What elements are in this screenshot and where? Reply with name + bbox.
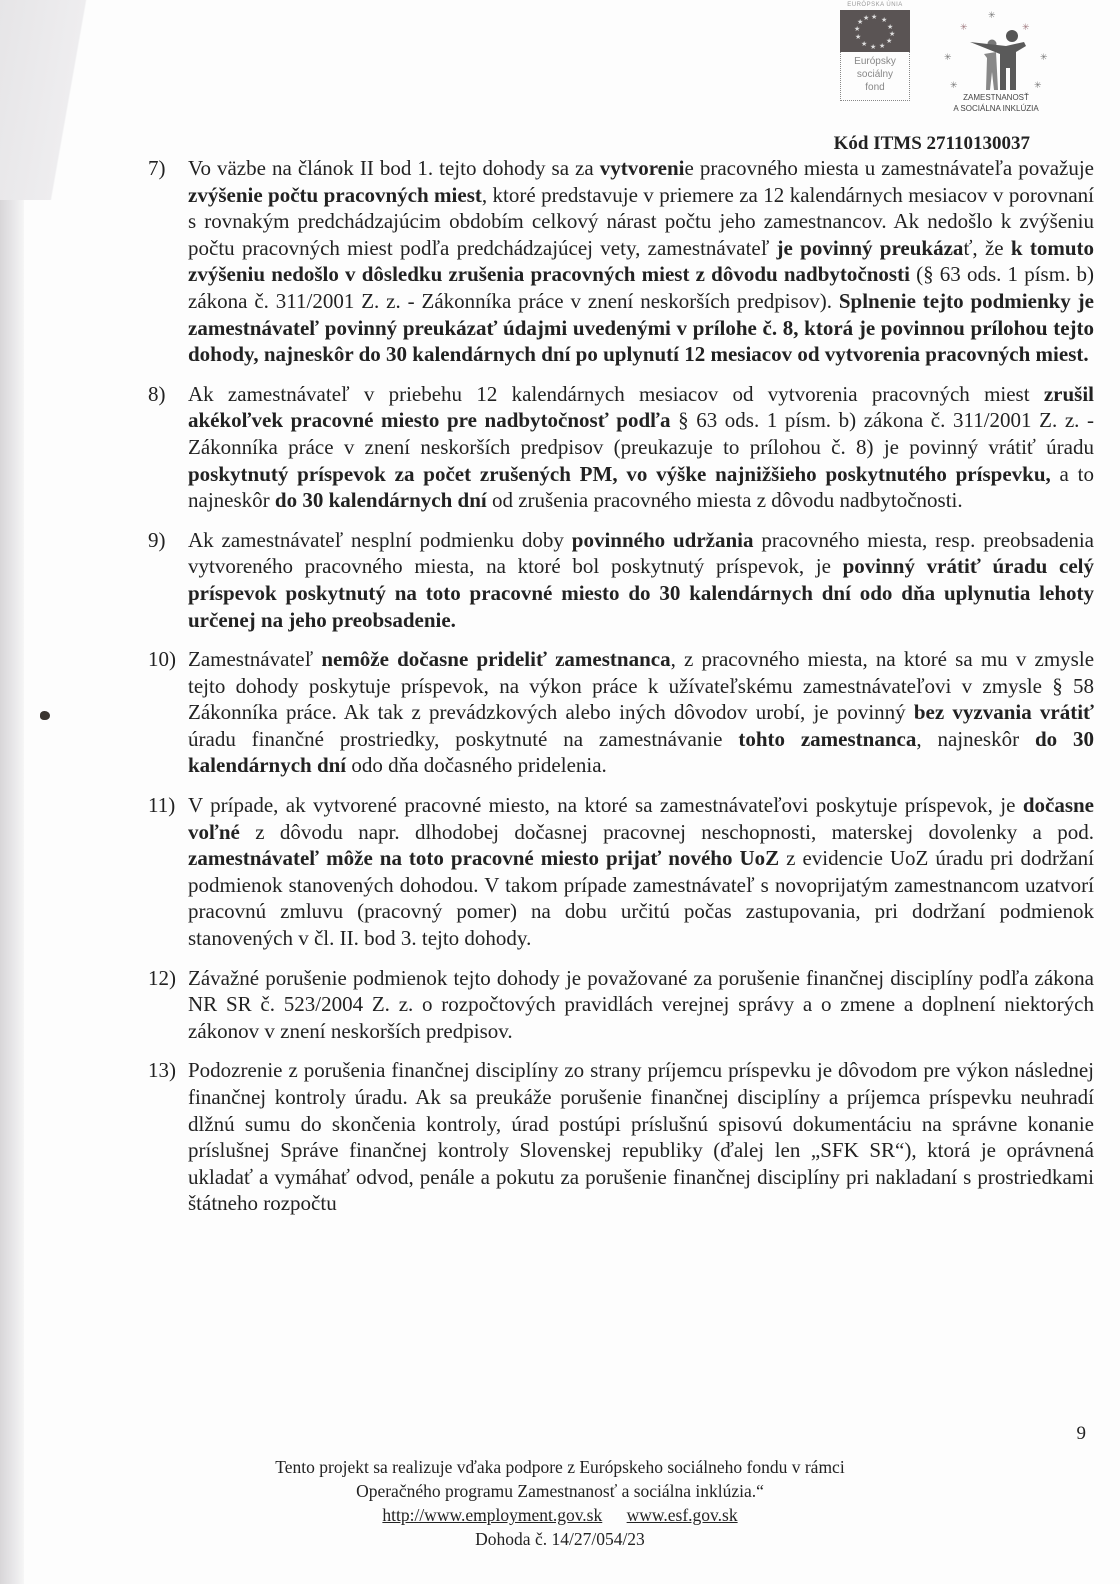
bold-text: zrušil akékoľvek pracovné miesto pre nadbytočnosť podľa — [188, 381, 1094, 433]
list-item — [148, 1057, 1094, 1217]
item-text — [188, 381, 1094, 514]
list-item — [148, 381, 1094, 514]
list-item — [148, 646, 1094, 779]
esf-line: Európsky — [854, 56, 896, 67]
text-run: od zrušenia pracovného miesta z dôvodu nadbytočnosti. — [486, 488, 963, 513]
text-run: z dôvodu napr. dlhodobej dočasnej pracovnej neschopnosti, materskej dovolenky a pod. — [239, 819, 1094, 844]
esf-link[interactable]: www.esf.gov.sk — [626, 1505, 738, 1525]
bold-text: do 30 kalendárnych dní — [274, 488, 487, 513]
text-run: V prípade, ak vytvorené pracovné miesto, na ktoré sa zamestnávateľovi poskytuje príspevok, je — [188, 793, 1023, 818]
header-logos — [840, 2, 1060, 127]
bold-text: k tomuto zvýšeniu nedošlo v dôsledku zrušenia pracovných miest z dôvodu nadbytočnosti — [188, 235, 1094, 287]
zas-line: ZAMESTNANOSŤ — [963, 93, 1029, 102]
item-text — [188, 646, 1094, 779]
item-text — [188, 965, 1094, 1045]
people-icon — [966, 28, 1030, 90]
bold-text: poskytnutý príspevok za počet zrušených PM, vo výške najnižšieho poskytnutého príspevku, — [188, 461, 1051, 486]
bold-text: bez vyzvania vrátiť — [913, 700, 1095, 725]
item-text — [188, 1057, 1094, 1217]
list-item — [148, 155, 1094, 368]
list-item — [148, 527, 1094, 633]
bold-text: nemôže dočasne prideliť zamestnanca — [321, 647, 671, 672]
item-text — [188, 155, 1094, 368]
employment-link[interactable]: http://www.employment.gov.sk — [382, 1505, 603, 1525]
bold-text: Splnenie tejto podmienky je zamestnávateľ povinný preukázať údajmi uvedenými v prílohe č. 8, ktorá je povinnou prílohou tejto dohody, najneskôr do 30 kalendárnych dní po uplynutí 12 mesiacov od vytvorenia pracovných miest. — [188, 288, 1094, 367]
text-run: pracovného miesta, resp. preobsadenia vytvoreného pracovného miesta, na ktoré bol poskytnutý príspevok, je — [188, 527, 1095, 579]
bold-text: zamestnávateľ môže na toto pracovné miesto prijať nového UoZ — [188, 846, 780, 871]
footer-links — [0, 1503, 1120, 1527]
scan-shadow — [0, 0, 24, 1584]
item-number: 12) — [148, 965, 176, 990]
text-run: , z pracovného miesta, na ktoré sa mu v zmysle tejto dohody poskytuje príspevok, na výkon práce k užívateľskému zamestnávateľovi v zmysle § 58 Zákonníka práce. Ak tak z prevádzkových alebo iných dôvodov urobí, je povinný — [188, 647, 1095, 725]
esf-logo — [840, 2, 910, 101]
item-number: 13) — [148, 1058, 176, 1083]
text-run: Ak zamestnávateľ v priebehu 12 kalendárnych mesiacov od vytvorenia pracovných miest — [188, 381, 1044, 406]
document-body — [148, 155, 1094, 1230]
text-run: Ak zamestnávateľ nesplní podmienku doby — [188, 527, 572, 552]
zamestnanost-logo: ✳ ✳ ✳ ✳ ✳ ✳ ✳ ZAMESTNANOSŤ A SOCIÁLNA INKLÚZIA — [932, 2, 1060, 122]
bold-text: do 30 kalendárnych dní — [188, 726, 1094, 778]
text-run: , ktoré predstavuje v priemere za 12 kalendárnych mesiacov v porovnaní s rovnakým predchádzajúcim obdobím celkový nárast počtu jeho zamestnancov. Ak nedošlo k zvýšeniu počtu pracovných miest podľa predchádzajúcej vety, zamestnávateľ — [188, 182, 1094, 260]
esf-line: fond — [865, 82, 885, 93]
text-run: , najneskôr — [916, 726, 1035, 751]
zas-line: A SOCIÁLNA INKLÚZIA — [953, 104, 1039, 113]
zamestnanost-caption — [932, 92, 1060, 114]
footer — [0, 1455, 1120, 1551]
text-run: Zamestnávateľ — [188, 647, 322, 672]
text-run: (§ 63 ods. 1 písm. b) zákona č. 311/2001 Z. z. - Zákonníka práce v znení neskorších predpisov). — [188, 262, 1094, 313]
item-number: 9) — [148, 527, 166, 552]
list-item — [148, 792, 1094, 952]
text-run: § 63 ods. 1 písm. b) zákona č. 311/2001 Z. z. - Zákonníka práce v znení neskorších predpisov (preukazuje to prílohou č. 8) je povinný vrátiť úradu — [188, 408, 1094, 459]
agreement-number: Dohoda č. 14/27/054/23 — [475, 1529, 645, 1549]
text-run: z evidencie UoZ úradu pri dodržaní podmienok stanovených dohodou. V takom prípade zamestnávateľ s novoprijatým zamestnancom uzatvorí pracovnú zmluvu (pracovný pomer) na dobu určitú počas zastupovania, pri dodržaní podmienok stanovených v čl. II. bod 3. tejto dohody. — [188, 846, 1094, 951]
scan-speck — [40, 711, 50, 720]
bold-text: vytvoreni — [599, 156, 685, 180]
eu-caption: EURÓPSKA ÚNIA — [847, 2, 903, 8]
bold-text: zvýšenie počtu pracovných miest — [188, 182, 482, 207]
bold-text: povinného udržania — [571, 527, 754, 552]
itms-code: Kód ITMS 27110130037 — [833, 133, 1030, 154]
text-run: odo dňa dočasného pridelenia. — [346, 753, 607, 778]
list-item — [148, 965, 1094, 1045]
text-run: ť, že — [963, 235, 1011, 260]
text-run: Podozrenie z porušenia finančnej disciplíny zo strany príjemcu príspevku je dôvodom pre výkon následnej finančnej kontroly úradu. Ak sa preukáže porušenie finančnej disciplíny a príjemca príspevku neuhradí dlžnú sumu do skončenia kontroly, úrad postúpi príslušnú spisovú dokumentáciu na správne konanie príslušnej Správe finančnej kontroly Slovenskej republiky (ďalej len „SFK SR“), ktorá je oprávnená ukladať a vymáhať odvod, penále a pokutu za porušenie finančnej disciplíny pri nakladaní s prostriedkami štátneho rozpočtu — [188, 1058, 1094, 1216]
text-run: Závažné porušenie podmienok tejto dohody je považované za porušenie finančnej disciplíny podľa zákona NR SR č. 523/2004 Z. z. o rozpočtových pravidlách verejnej správy a o zmene a doplnení niektorých zákonov v znení neskorších predpisov. — [188, 965, 1094, 1043]
text-run: úradu finančné prostriedky, poskytnuté na zamestnávanie — [188, 726, 739, 751]
esf-text-box — [840, 52, 910, 101]
footer-line-1: Tento projekt sa realizuje vďaka podpore z Európskeho sociálneho fondu v rámci — [275, 1457, 845, 1477]
bold-text: je povinný preukáza — [776, 235, 964, 260]
esf-line: sociálny — [856, 69, 894, 80]
item-text — [188, 527, 1094, 633]
text-run: e pracovného miesta u zamestnávateľa považuje — [684, 156, 1095, 180]
item-number: 8) — [148, 381, 166, 406]
item-text — [188, 792, 1094, 952]
eu-flag-icon: ★ ★ ★ ★ ★ ★ ★ ★ ★ ★ ★ ★ — [840, 10, 910, 52]
page-number: 9 — [1076, 1423, 1086, 1444]
item-number: 10) — [148, 647, 176, 672]
bold-text: povinný vrátiť úradu celý príspevok poskytnutý na toto pracovné miesto do 30 kalendárnych dní odo dňa uplynutia lehoty určenej na jeho preobsadenie. — [188, 554, 1094, 632]
footer-line-2: Operačného programu Zamestnanosť a sociálna inklúzia.“ — [356, 1481, 764, 1501]
item-number: 11) — [148, 793, 176, 818]
bold-text: tohto zamestnanca — [738, 726, 917, 751]
scan-fold — [0, 0, 120, 200]
text-run: Vo väzbe na článok II bod 1. tejto dohody sa za — [188, 156, 600, 180]
bold-text: dočasne voľné — [188, 793, 1094, 844]
text-run: a to najneskôr — [188, 461, 1095, 513]
item-number: 7) — [148, 156, 166, 180]
